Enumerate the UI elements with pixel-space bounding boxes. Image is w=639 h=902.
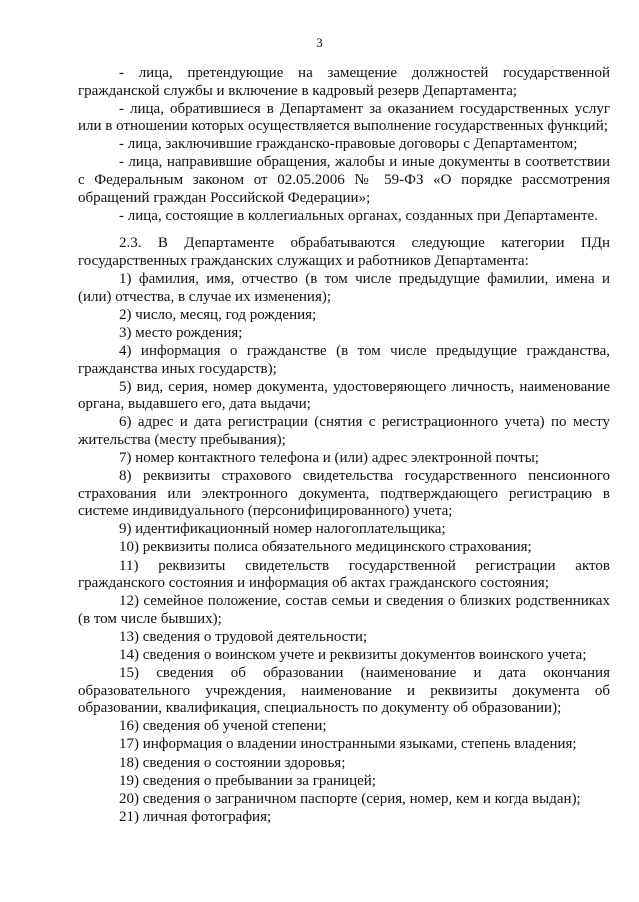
list-item: 15) сведения об образовании (наименование и дата окончания образовательного учреждения, наименование и реквизиты документа об образовании, квалификация, специальность по документу об образовании); xyxy=(78,665,610,717)
list-item: - лица, обратившиеся в Департамент за оказанием государственных услуг или в отношении которых осуществляется выполнение государственных функций; xyxy=(78,100,610,135)
page-number: 3 xyxy=(316,35,323,50)
list-item: 8) реквизиты страхового свидетельства государственного пенсионного страхования или электронного документа, подтверждающего регистрацию в системе индивидуального (персонифицированного) учета; xyxy=(78,468,610,520)
list-item: 3) место рождения; xyxy=(119,324,243,341)
list-item: - лица, направившие обращения, жалобы и иные документы в соответствии с Федеральным законом от 02.05.2006 № 59-ФЗ «О порядке рассмотрения обращений граждан Российской Федерации»; xyxy=(78,154,610,206)
list-item: - лица, состоящие в коллегиальных органах, созданных при Департаменте. xyxy=(119,207,598,224)
list-item: 9) идентификационный номер налогоплательщика; xyxy=(119,521,446,538)
list-item: - лица, претендующие на замещение должностей государственной гражданской службы и включение в кадровый резерв Департамента; xyxy=(78,65,610,99)
list-item: 6) адрес и дата регистрации (снятия с регистрационного учета) по месту жительства (месту пребывания); xyxy=(78,414,610,448)
section-2-3-heading: 2.3. В Департаменте обрабатываются следующие категории ПДн государственных гражданских служащих и работников Департамента: xyxy=(78,235,610,269)
list-item: 2) число, месяц, год рождения; xyxy=(119,306,317,323)
list-item: 10) реквизиты полиса обязательного медицинского страхования; xyxy=(119,539,532,556)
list-item: 5) вид, серия, номер документа, удостоверяющего личность, наименование органа, выдавшего его, дата выдачи; xyxy=(78,378,610,413)
list-item: 13) сведения о трудовой деятельности; xyxy=(119,628,368,645)
list-item: 1) фамилия, имя, отчество (в том числе предыдущие фамилии, имена и (или) отчества, в случае их изменения); xyxy=(78,271,610,305)
document-body xyxy=(78,65,610,827)
list-item: - лица, заключившие гражданско-правовые договоры с Департаментом; xyxy=(119,136,578,153)
list-item: 11) реквизиты свидетельств государственной регистрации актов гражданского состояния и информация об актах гражданского состояния; xyxy=(78,557,610,592)
list-item: 20) сведения о заграничном паспорте (серия, номер, кем и когда выдан); xyxy=(119,790,581,807)
list-item: 14) сведения о воинском учете и реквизиты документов воинского учета; xyxy=(119,647,587,663)
list-item: 18) сведения о состоянии здоровья; xyxy=(119,754,346,771)
list-item: 7) номер контактного телефона и (или) адрес электронной почты; xyxy=(119,449,539,466)
list-item: 12) семейное положение, состав семьи и сведения о близких родственниках (в том числе бывших); xyxy=(78,593,610,627)
list-item: 4) информация о гражданстве (в том числе предыдущие гражданства, гражданства иных государств); xyxy=(78,342,610,377)
list-item: 16) сведения об ученой степени; xyxy=(119,718,327,735)
list-item: 19) сведения о пребывании за границей; xyxy=(119,772,376,789)
list-item: 17) информация о владении иностранными языками, степень владения; xyxy=(119,736,577,753)
list-item: 21) личная фотография; xyxy=(119,808,272,825)
